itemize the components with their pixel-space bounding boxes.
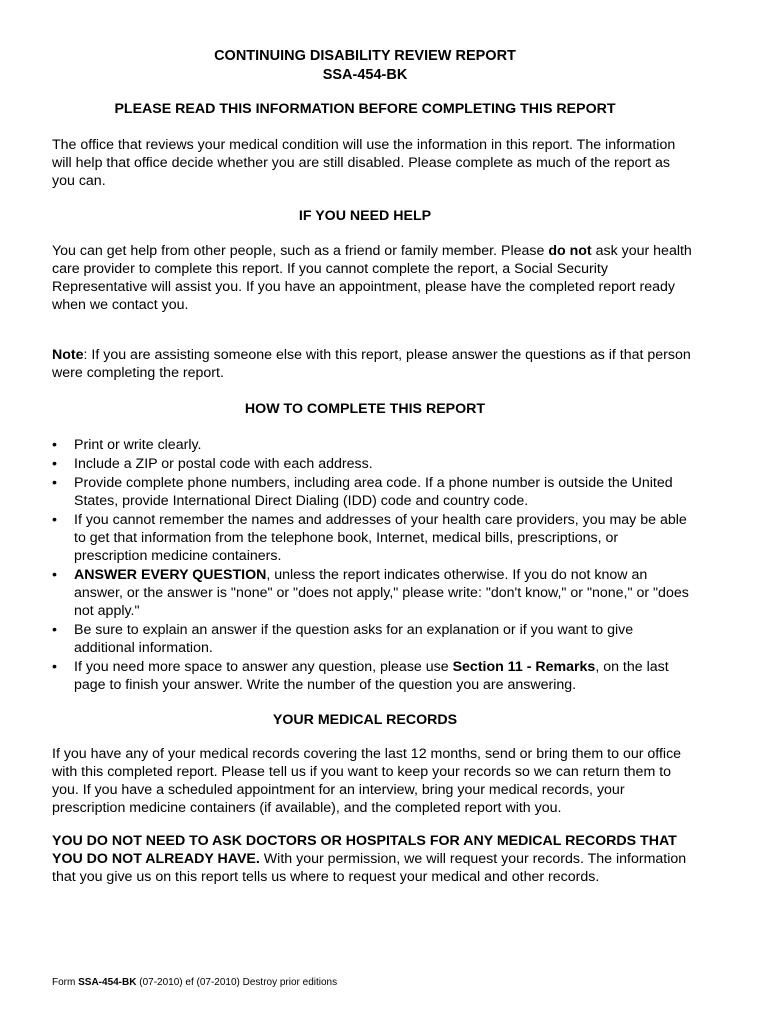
list-item-text: If you need more space to answer any question, please use [74,659,453,675]
list-item [52,658,692,694]
help-emphasis: do not [548,243,592,259]
list-item-emphasis: ANSWER EVERY QUESTION [74,567,267,583]
records-notice-text: With your permission, we will request your records. The information that you give us on this report tells us where to request your medical and other records. [52,851,687,885]
note-label: Note [52,347,84,363]
records-heading: YOUR MEDICAL RECORDS [272,712,458,728]
bullet-icon: • [52,567,57,583]
list-item-text: , on the last page to finish your answer. Write the number of the question you are answering. [74,659,669,693]
note-paragraph [52,346,692,382]
footer-prefix: Form [52,977,79,988]
list-item-text: , unless the report indicates otherwise. If you do not know an answer, or the answer is "none" or "does not apply," please write: "don't know," or "none," or "does not apply." [74,567,689,619]
bullet-icon: • [52,475,57,491]
list-item [52,511,692,565]
list-item [52,566,692,620]
bullet-icon: • [52,622,57,638]
help-heading: IF YOU NEED HELP [298,208,432,224]
form-footer [52,977,337,989]
help-paragraph [52,242,692,314]
help-text-start: You can get help from other people, such as a friend or family member. Please [52,243,549,259]
bullet-icon: • [52,456,57,472]
note-text: : If you are assisting someone else with this report, please answer the questions as if that person were completing the report. [52,347,691,381]
how-to-list [52,436,692,695]
list-item [52,621,692,657]
list-item [52,436,692,454]
list-item-text: Print or write clearly. [74,437,202,453]
records-notice-paragraph [52,832,692,886]
list-item [52,455,692,473]
how-to-heading: HOW TO COMPLETE THIS REPORT [244,401,486,417]
bullet-icon: • [52,512,57,528]
list-item-text: Provide complete phone numbers, including area code. If a phone number is outside the United States, provide International Direct Dialing (IDD) code and country code. [74,475,673,509]
records-paragraph: If you have any of your medical records covering the last 12 months, send or bring them to our office with this completed report. Please tell us if you want to keep your records so we can return them to you. If you have a scheduled appointment for an interview, bring your medical records, your prescription medicine containers (if available), and the completed report with you. [52,746,682,816]
title-block [0,47,730,85]
footer-form-code: SSA-454-BK [78,977,137,988]
form-code: SSA-454-BK [322,67,408,83]
footer-edition-text: (07-2010) ef (07-2010) Destroy prior editions [136,977,338,988]
list-item-text: If you cannot remember the names and addresses of your health care providers, you may be able to get that information from the telephone book, Internet, medical bills, prescriptions, or prescription medicine containers. [74,512,687,564]
list-item-emphasis: Section 11 - Remarks [452,659,596,675]
bullet-icon: • [52,437,57,453]
list-item-text: Be sure to explain an answer if the question asks for an explanation or if you want to give additional information. [74,622,634,656]
records-notice-emphasis: YOU DO NOT NEED TO ASK DOCTORS OR HOSPITALS FOR ANY MEDICAL RECORDS THAT YOU DO NOT ALREADY HAVE. [52,833,677,867]
help-text-end: ask your health care provider to complete this report. If you cannot complete the report, a Social Security Representative will assist you. If you have an appointment, please have the completed report ready when we contact you. [52,243,692,313]
intro-paragraph: The office that reviews your medical condition will use the information in this report. The information will help that office decide whether you are still disabled. Please complete as much of the report as you can. [52,137,676,189]
bullet-icon: • [52,659,57,675]
instruction-heading: PLEASE READ THIS INFORMATION BEFORE COMPLETING THIS REPORT [114,101,616,117]
list-item [52,474,692,510]
document-title: CONTINUING DISABILITY REVIEW REPORT [214,48,516,64]
list-item-text: Include a ZIP or postal code with each address. [74,456,373,472]
